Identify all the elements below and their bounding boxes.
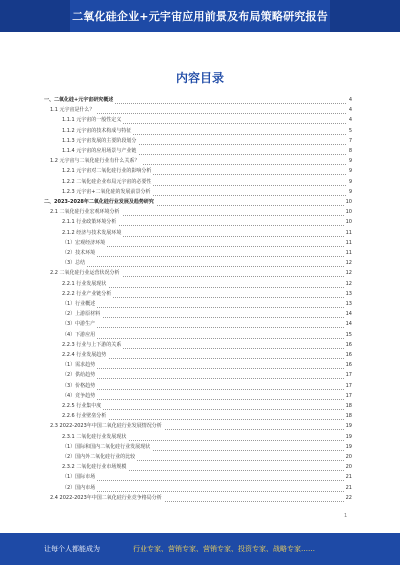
toc-entry-page: 10	[345, 199, 352, 205]
toc-entry[interactable]	[44, 331, 352, 340]
toc-entry[interactable]	[44, 137, 352, 146]
toc-entry-page: 12	[345, 260, 352, 267]
toc-entry[interactable]	[44, 494, 352, 503]
toc-entry-page: 9	[348, 158, 352, 165]
toc-entry-title: （2）上游原材料	[62, 311, 101, 318]
toc-entry-page: 18	[345, 403, 352, 409]
toc-entry-page: 8	[348, 148, 352, 154]
toc-entry-title: （3）价格趋势	[62, 382, 96, 389]
toc-leader-dots	[62, 306, 346, 308]
toc-entry-page: 16	[345, 352, 352, 358]
toc-entry[interactable]	[44, 188, 352, 197]
toc-leader-dots	[62, 408, 346, 410]
toc-entry[interactable]	[44, 382, 352, 391]
toc-entry-title: 2.2.2 行业产业链分析	[62, 290, 112, 297]
toc-entry[interactable]	[44, 198, 352, 207]
toc-leader-dots	[62, 377, 346, 379]
toc-entry[interactable]	[44, 320, 352, 329]
toc-entry-title: 2.2.6 行业壁垒分析	[62, 413, 107, 420]
toc-entry-page: 4	[348, 107, 352, 114]
toc-entry-page: 21	[345, 484, 352, 491]
toc-entry[interactable]	[44, 412, 352, 421]
toc-leader-dots	[62, 337, 346, 339]
toc-heading: 内容目录	[175, 71, 224, 85]
toc-entry-title: （2）技术环境	[62, 250, 96, 256]
toc-leader-dots	[62, 255, 346, 257]
toc-entry[interactable]	[44, 361, 352, 370]
toc-entry-title: （2）供给趋势	[62, 372, 96, 379]
toc-entry[interactable]	[44, 259, 352, 268]
toc-entry[interactable]	[44, 310, 352, 319]
toc-entry[interactable]	[44, 280, 352, 289]
report-title: 二氧化硅企业+元宇宙应用前景及布局策略研究报告	[72, 10, 328, 23]
toc-entry-title: 2.3 2022-2023年中国二氧化硅行业发展情况分析	[50, 423, 162, 430]
toc-leader-dots	[62, 316, 346, 318]
toc-leader-dots	[62, 326, 346, 328]
toc-entry-page: 10	[345, 209, 352, 216]
toc-entry[interactable]	[44, 300, 352, 309]
toc-entry[interactable]	[44, 351, 352, 360]
toc-entry[interactable]	[44, 218, 352, 227]
page-header	[0, 0, 400, 32]
toc-entry-title: （1）宏观经济环境	[62, 239, 106, 246]
toc-entry[interactable]	[44, 269, 352, 278]
toc-leader-dots	[62, 398, 346, 400]
toc-entry-title: 2.2.1 行业发展现状	[62, 280, 107, 287]
toc-entry-title: 2.2 二氧化硅行业运营状况分析	[50, 270, 120, 277]
footer-slogan-highlight: 行业专家、营销专家、营销专家、投资专家、战略专家……	[133, 545, 315, 553]
page-number: 1	[344, 513, 348, 519]
toc-entry-title: 一、二氧化硅+元宇宙研究概述	[44, 97, 114, 103]
toc-entry-page: 22	[345, 494, 352, 501]
toc-entry[interactable]	[44, 422, 352, 431]
toc-entry-title: （1）行业概述	[62, 301, 96, 307]
toc-entry-page: 20	[345, 454, 352, 460]
toc-entry-title: （2）国内外二氧化硅行业的比较	[62, 454, 136, 460]
toc-entry-title: 1.1.4 元宇宙的应用场景与产业链	[62, 148, 137, 154]
toc-entry-title: （4）下游应用	[62, 331, 96, 338]
toc-entry[interactable]	[44, 443, 352, 452]
toc-entry-page: 9	[348, 188, 352, 195]
toc-entry-page: 17	[345, 392, 352, 399]
toc-entry-title: 1.2 元宇宙与二氧化硅行业有什么关系？	[50, 158, 140, 165]
toc-entry-title: 2.2.4 行业发展趋势	[62, 352, 107, 358]
toc-leader-dots	[62, 367, 346, 369]
toc-entry-page: 13	[345, 290, 352, 297]
toc-entry-title: 1.2.2 二氧化硅企业布局元宇宙的必要性	[62, 178, 152, 185]
toc-entry[interactable]	[44, 239, 352, 248]
toc-entry-title: 二、2023-2028年二氧化硅行业发展及趋势研究	[44, 199, 154, 205]
toc-entry-title: （1）国际市场	[62, 474, 96, 481]
toc-entry[interactable]	[44, 229, 352, 238]
toc-entry-page: 5	[348, 127, 352, 134]
toc-entry-title: （2）国内市场	[62, 484, 96, 491]
toc-entry[interactable]	[44, 167, 352, 176]
toc-entry-page: 13	[345, 301, 352, 307]
toc-entry[interactable]	[44, 127, 352, 136]
toc-entry-title: 2.1 二氧化硅行业宏观环境分析	[50, 209, 120, 216]
toc-entry[interactable]	[44, 433, 352, 442]
table-of-contents	[44, 96, 352, 506]
toc-entry[interactable]	[44, 96, 352, 105]
toc-entry-page: 9	[348, 168, 352, 175]
toc-entry[interactable]	[44, 147, 352, 156]
toc-entry-page: 14	[345, 311, 352, 318]
toc-entry-page: 11	[345, 250, 352, 256]
toc-entry[interactable]	[44, 453, 352, 462]
toc-entry-page: 10	[345, 219, 352, 226]
toc-entry-page: 20	[345, 464, 352, 471]
toc-entry-page: 15	[345, 331, 352, 338]
toc-entry[interactable]	[44, 116, 352, 125]
toc-entry-title: （3）中游生产	[62, 321, 96, 328]
toc-entry-page: 12	[345, 270, 352, 277]
footer-slogan: 让每个人都能成为	[44, 545, 100, 553]
toc-leader-dots	[62, 265, 346, 267]
toc-entry-page: 11	[345, 229, 352, 236]
toc-entry[interactable]	[44, 473, 352, 482]
toc-entry-title: 1.2.1 元宇宙对二氧化硅行业的影响分析	[62, 168, 152, 175]
toc-entry-page: 4	[348, 97, 352, 103]
toc-entry-page: 11	[345, 239, 352, 246]
toc-entry-title: （1）国际和国内二氧化硅行业发展现状	[62, 443, 151, 450]
toc-entry[interactable]	[44, 106, 352, 115]
toc-entry-title: 2.4 2022-2023年中国二氧化硅行业竞争格局分析	[50, 494, 162, 501]
toc-entry-title: 1.1.3 元宇宙发展的主要阶段划分	[62, 137, 137, 144]
toc-entry-page: 17	[345, 382, 352, 389]
toc-entry[interactable]	[44, 157, 352, 166]
toc-entry-page: 19	[345, 433, 352, 440]
toc-entry[interactable]	[44, 463, 352, 472]
toc-entry[interactable]	[44, 208, 352, 217]
toc-entry-title: 2.3.1 二氧化硅行业发展现状	[62, 433, 127, 440]
toc-entry-page: 16	[345, 362, 352, 369]
toc-entry[interactable]	[44, 371, 352, 380]
toc-entry-page: 14	[345, 321, 352, 328]
toc-leader-dots	[62, 490, 346, 492]
toc-entry-page: 4	[348, 117, 352, 124]
toc-entry-page: 19	[345, 443, 352, 450]
toc-entry-page: 18	[345, 413, 352, 420]
toc-entry-title: 1.2.3 元宇宙+二氧化硅的发展前景分析	[62, 188, 151, 195]
toc-entry-page: 19	[345, 423, 352, 430]
toc-entry-page: 21	[345, 474, 352, 481]
toc-entry[interactable]	[44, 249, 352, 258]
toc-entry-title: （4）竞争趋势	[62, 392, 96, 399]
toc-entry-title: 1.1.1 元宇宙的一般性定义	[62, 117, 122, 124]
toc-entry[interactable]	[44, 290, 352, 299]
toc-entry-title: 2.2.5 行业集中度	[62, 403, 102, 409]
toc-entry-page: 7	[348, 137, 352, 144]
toc-entry-title: 2.3.2 二氧化硅行业市场规模	[62, 464, 127, 471]
toc-entry[interactable]	[44, 392, 352, 401]
toc-entry-page: 12	[345, 280, 352, 287]
toc-entry-title: （3）总结	[62, 260, 86, 267]
toc-entry-title: 2.1.1 行业政策环境分析	[62, 219, 117, 226]
toc-entry-page: 16	[345, 341, 352, 348]
toc-entry-page: 9	[348, 178, 352, 185]
toc-entry-title: 1.1 元宇宙是什么？	[50, 107, 95, 114]
toc-entry[interactable]	[44, 402, 352, 411]
toc-entry-title: 1.1.2 元宇宙的技术构成与特征	[62, 127, 132, 134]
toc-leader-dots	[62, 388, 346, 390]
toc-entry-page: 17	[345, 372, 352, 379]
page-footer	[0, 533, 400, 565]
toc-entry-title: 2.1.2 经济与技术发展环境	[62, 229, 122, 236]
toc-entry-title: 2.2.3 行业与上下游的关系	[62, 341, 122, 348]
toc-leader-dots	[62, 479, 346, 481]
toc-entry-title: （1）需求趋势	[62, 362, 96, 369]
toc-entry[interactable]	[44, 341, 352, 350]
toc-entry[interactable]	[44, 484, 352, 493]
toc-entry[interactable]	[44, 178, 352, 187]
